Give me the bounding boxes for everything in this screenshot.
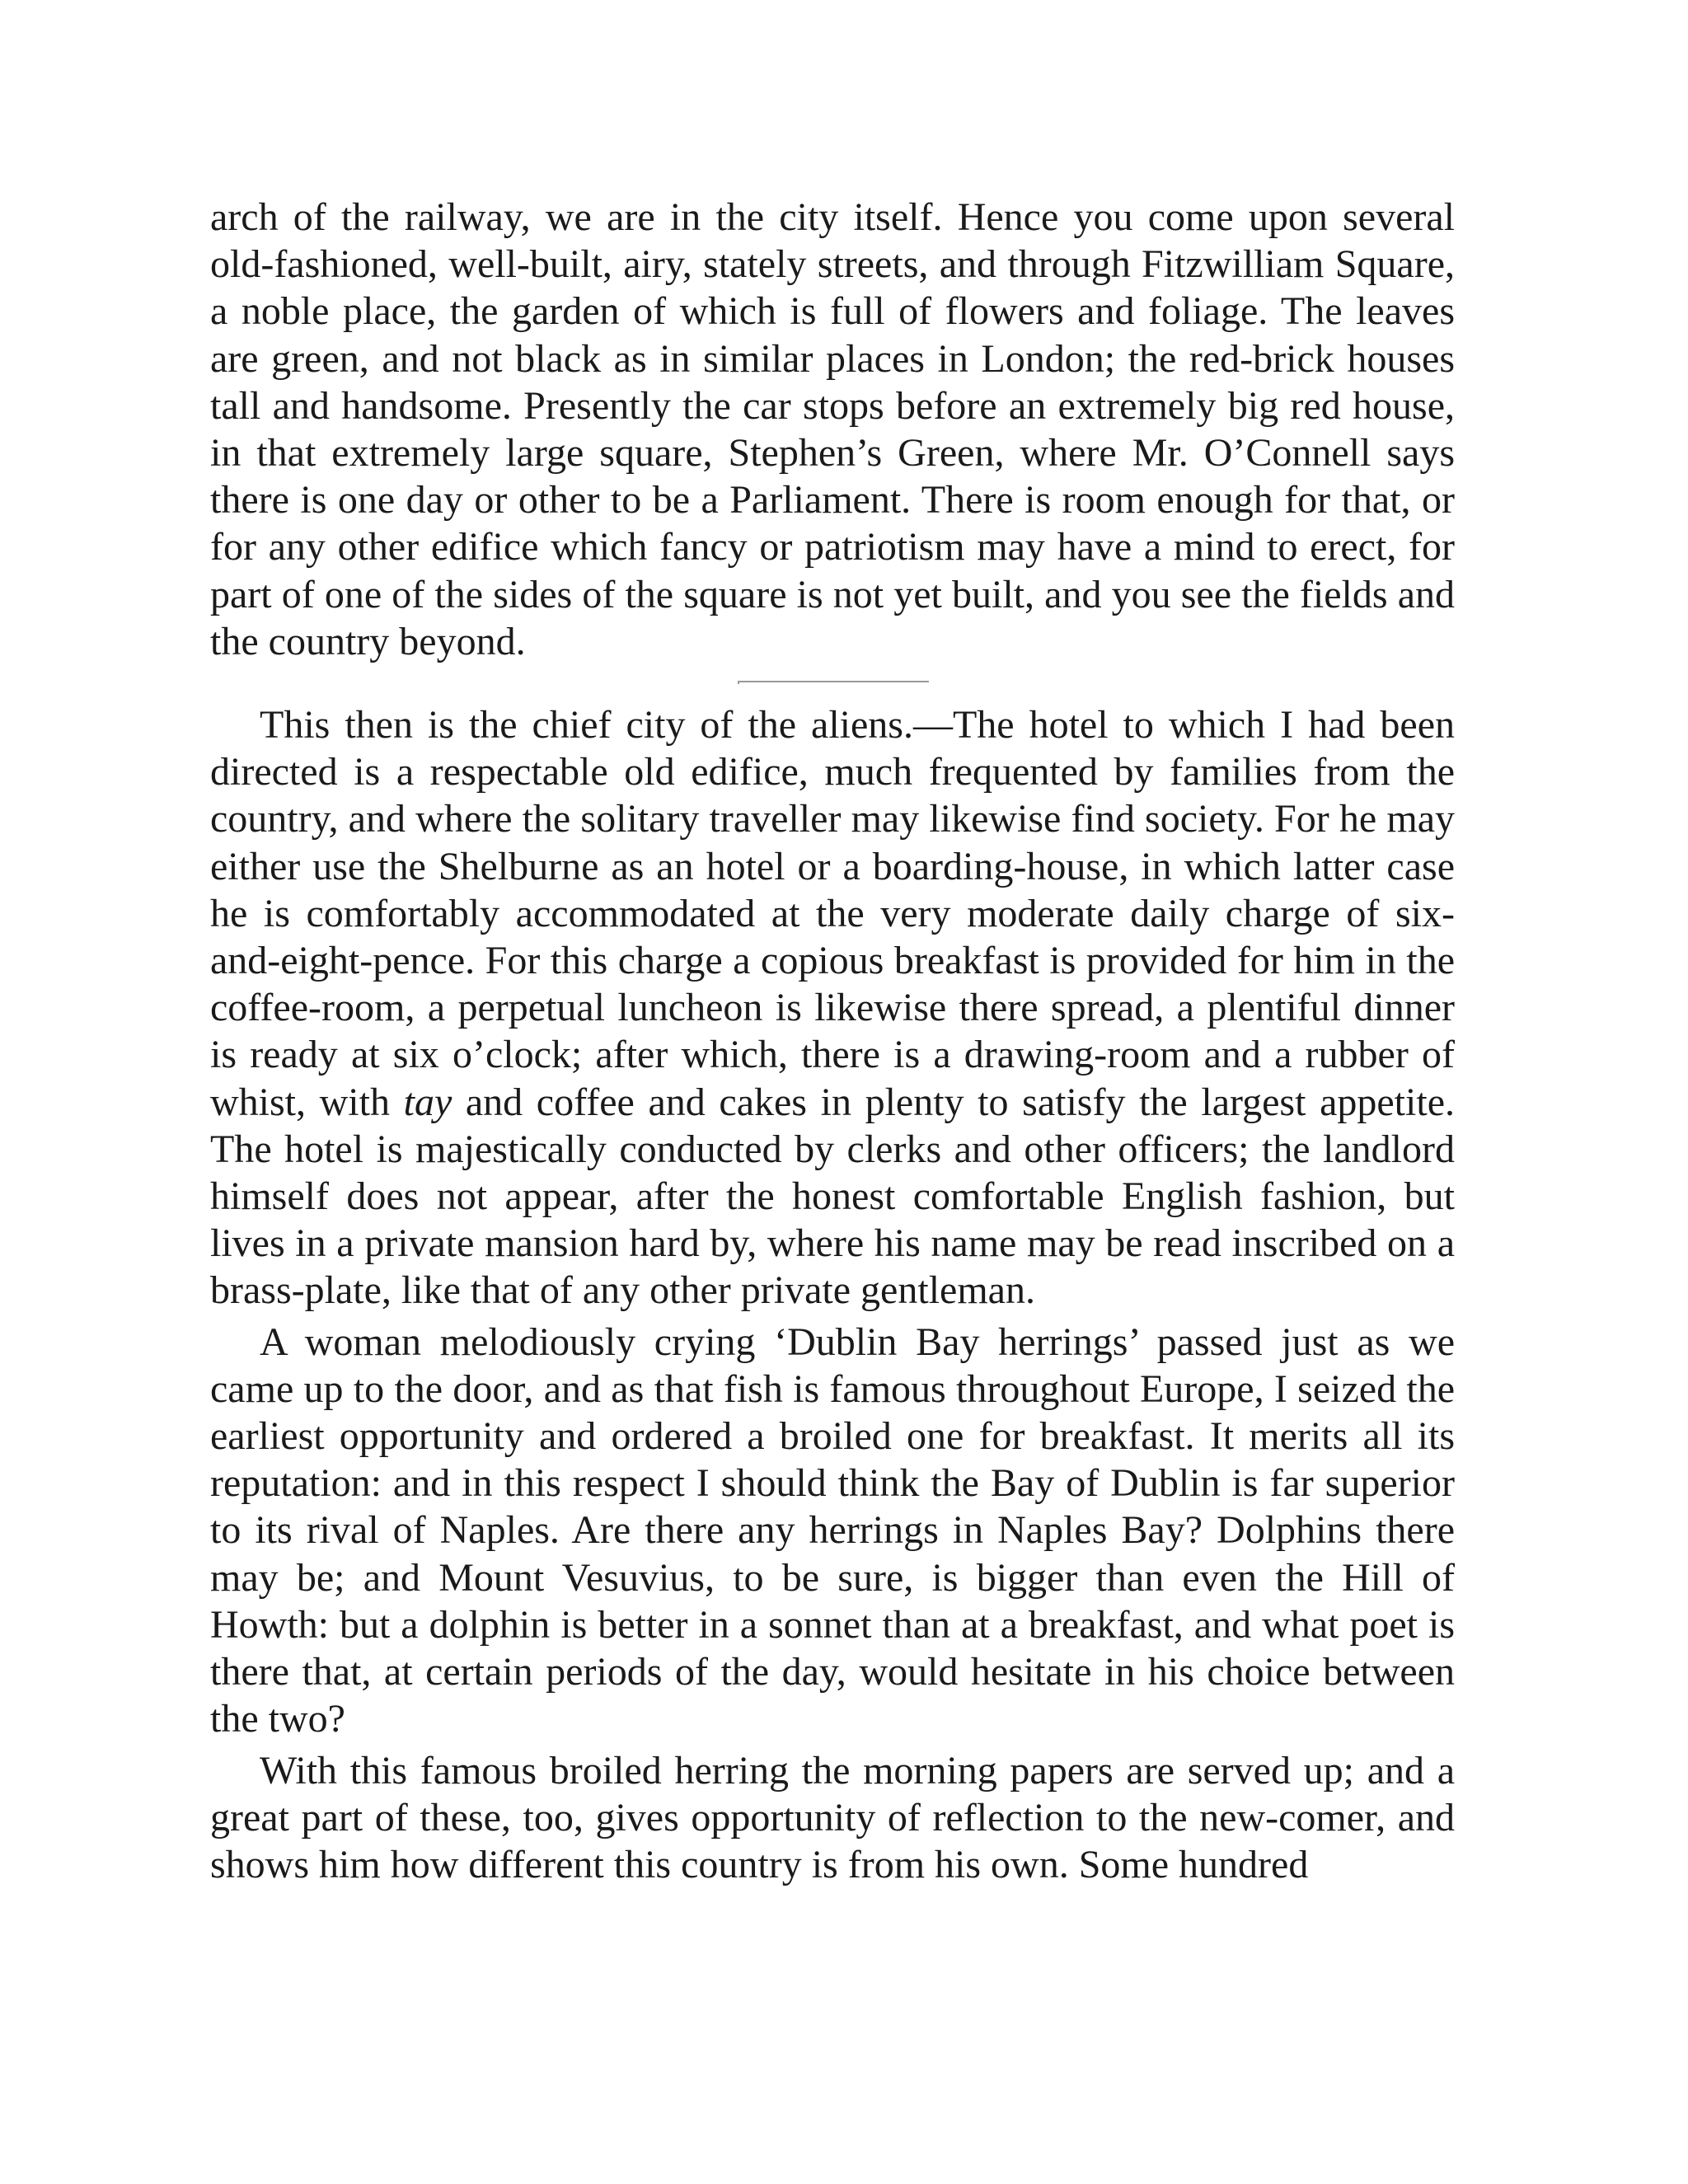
- paragraph-4: With this famous broiled herring the morning papers are served up; and a great part of these, too, gives opportunity of reflection to the new-comer, and shows him how different this country is from his own. Some hundred: [210, 1748, 1455, 1886]
- paragraph-2-italic-word: tay: [403, 1080, 452, 1124]
- paragraph-3: A woman melodiously crying ‘Dublin Bay herrings’ passed just as we came up to the door, and as that fish is famous throughout Europe, I seized the earliest opportunity and ordered a broiled one for breakfast. It merits all its reputation: and in this respect I should think the Bay of Dublin is far superior to its rival of Naples. Are there any herrings in Naples Bay? Dolphins there may be; and Mount Vesuvius, to be sure, is bigger than even the Hill of Howth: but a dolphin is better in a sonnet than at a breakfast, and what poet is there that, at certain periods of the day, would hesitate in his choice between the two?: [210, 1319, 1455, 1741]
- paragraph-2-text-start: This then is the chief city of the aliens.—The hotel to which I had been directed is a respectable old edifice, much frequented by families from the country, and where the solitary traveller may likewise find society. For he may either use the Shelburne as an hotel or a boarding-house, in which latter case he is comfortably accommodated at the very moderate daily charge of six-and-eight-pence. For this charge a copious breakfast is provided for him in the coffee-room, a perpetual luncheon is likewise there spread, a plentiful dinner is ready at six o’clock; after which, there is a drawing-room and a rubber of whist, with: [210, 703, 1455, 1124]
- paragraph-2: [210, 701, 1455, 1315]
- paragraph-1: arch of the railway, we are in the city itself. Hence you come upon several old-fashioned, well-built, airy, stately streets, and through Fitzwilliam Square, a noble place, the garden of which is full of flowers and foliage. The leaves are green, and not black as in similar places in London; the red-brick houses tall and handsome. Presently the car stops before an extremely big red house, in that extremely large square, Stephen’s Green, where Mr. O’Connell says there is one day or other to be a Parliament. There is room enough for that, or for any other edifice which fancy or patriotism may have a mind to erect, for part of one of the sides of the square is not yet built, and you see the fields and the country beyond.: [210, 195, 1455, 663]
- section-divider: [738, 681, 929, 684]
- paragraph-2-text-end: and coffee and cakes in plenty to satisfy the largest appetite. The hotel is majestically conducted by clerks and other officers; the landlord himself does not appear, after the honest comfortable English fashion, but lives in a private mansion hard by, where his name may be read inscribed on a brass-plate, like that of any other private gentleman.: [210, 1080, 1455, 1313]
- page-body: [210, 194, 1455, 1888]
